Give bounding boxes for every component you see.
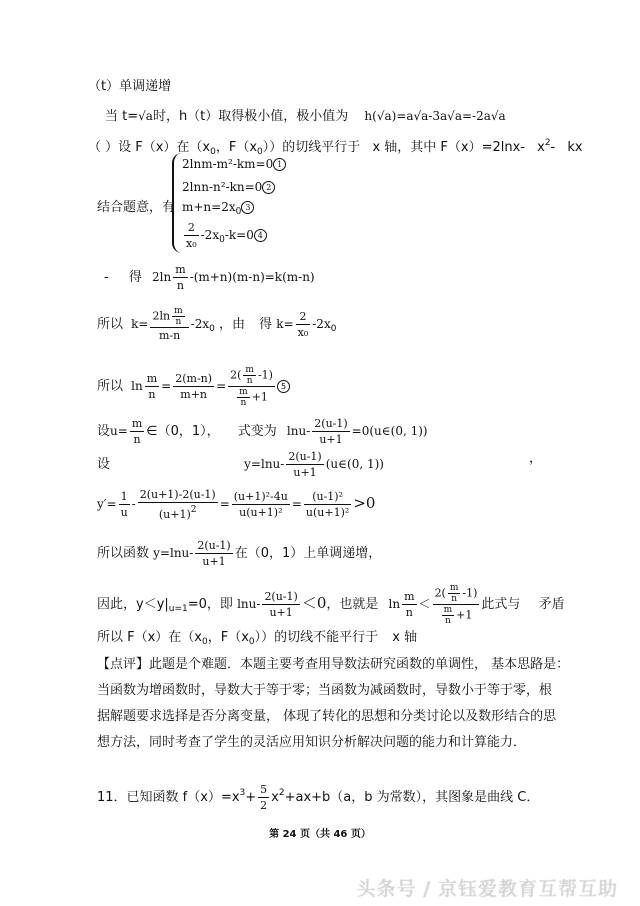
line-monotonic: （t）单调递增 <box>88 79 172 94</box>
question-11: 11．已知函数 $f(x)=x^3+$ $\frac{5}{2}$ $x^2+ax+b(a$，b 为常数），其图象是曲线 C． <box>97 783 540 812</box>
system-eq-2: 2lnn-n²-kn=0 2 <box>182 180 275 194</box>
line-k-expr: 所以 k= 2ln $\frac{m}{n}$ m-n $-2x_0$ ，由 得 k= $\frac{2}{\text{x₀}}$ $-2x_0$ <box>97 306 337 342</box>
line-derivative: y′= $\frac{1}{u}$ - $\frac{2(u+1)-2(u-1)}{(u+1)^2}$ = $\frac{\text{(u+1)²-4u}}{\text{u(u+1)²}}$ = $\frac{\text{(u-1)²}}{\text{u(u+1)²}}$ >0 <box>97 488 376 521</box>
comment-line-4: 想方法，同时考查了学生的灵活应用知识分析解决问题的能力和计算能力． <box>97 735 527 750</box>
line-contradiction: 因此，$y<y|_{u=1}=0$，即 lnu- $\frac{2(u-1)}{u+1}$ ＜0，也就是 ln $\frac{m}{n}$ ＜ 2( $\frac{m}{n}$ -1) $\frac{m}{n}$ +1 此式与 矛盾 <box>97 583 565 626</box>
line-conclusion: 所以 F（x）在（$x_0$，$F(x_0)$）的切线不能平行于 x 轴 <box>97 630 418 647</box>
comment-line-2: 当函数为增函数时，导数大于等于零；当函数为减函数时，导数小于等于零，根 <box>97 683 553 698</box>
comment-line-3: 据解题要求选择是否分离变量， 体现了转化的思想和分类讨论以及数形结合的思 <box>97 709 557 724</box>
system-eq-3: $m+n=2x_0$ 3 <box>182 200 254 217</box>
comment-line-1: 【点评】此题是个难题．本题主要考查用导数法研究函数的单调性， 基本思路是： <box>97 657 570 672</box>
min-value-expr: h(√a)=a√a-3a√a=-2a√a <box>364 109 506 123</box>
line-increasing: 所以函数 y=lnu- $\frac{2(u-1)}{u+1}$ 在（0，1）上单调递增， <box>97 539 382 568</box>
line-combine: 结合题意，有 <box>97 200 176 215</box>
line-subtract: - 得 2ln $\frac{m}{n}$ -(m+n)(m-n)=k(m-n) <box>104 263 315 292</box>
watermark: 头条号 / 京钰爱教育互帮互助 <box>356 878 618 900</box>
line-let-u: 设u= $\frac{m}{n}$ ∈（0，1）， 式变为 lnu- $\frac{2(u-1)}{u+1}$ =0(u∈(0, 1)) <box>97 417 428 446</box>
line-minimum: 当 t=√a时，h（t）取得极小值，极小值为 h(√a)=a√a-3a√a=-2a√a <box>105 109 506 124</box>
system-eq-1: 2lnm-m²-km=0 1 <box>182 157 286 171</box>
line-ln-mn: 所以 ln $\frac{m}{n}$ = $\frac{2(m-n)}{m+n}$ = 2( $\frac{m}{n}$ -1) $\frac{m}{n}$ +1 5 <box>97 365 290 408</box>
system-eq-4: $\frac{2}{\text{x₀}}$ $-2x_0-k=0$ 4 <box>182 220 267 251</box>
line-suppose: （ ）设 F（x）在（$x_0$，$F(x_0)$）的切线平行于 x 轴，其中 F（x）=2lnx- $x^2-$ kx <box>88 138 583 157</box>
page-footer: 第 24 页（共 46 页） <box>269 829 371 840</box>
line-let-y: 设 y=lnu- $\frac{2(u-1)}{u+1}$ (u∈(0, 1)) ， <box>97 450 542 479</box>
